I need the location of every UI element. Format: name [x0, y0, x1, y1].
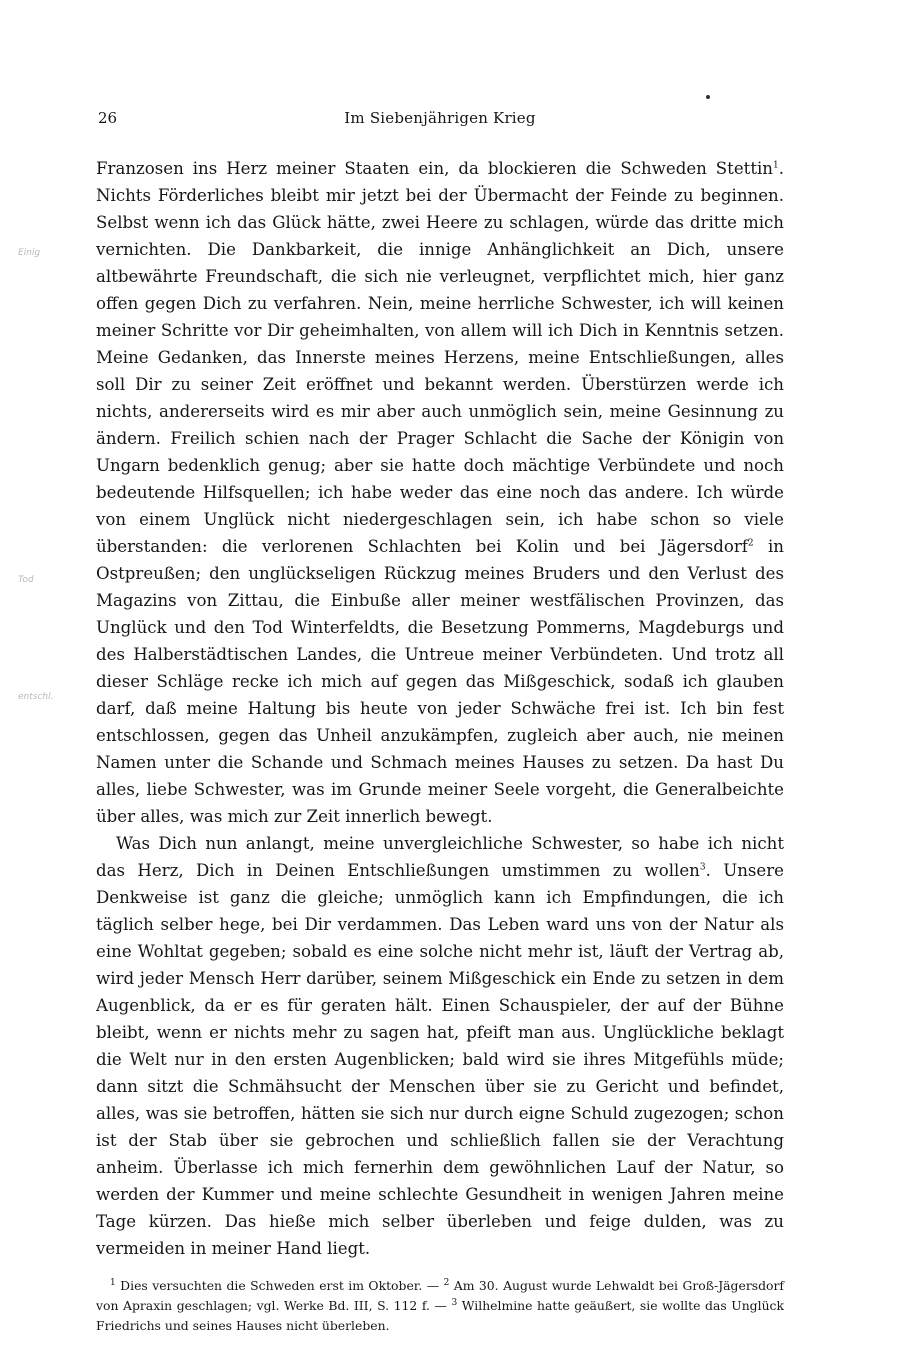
- footnote-1: Dies versuchten die Schweden erst im Oktober. —: [115, 1278, 444, 1293]
- running-title: Im Siebenjährigen Krieg: [344, 109, 536, 127]
- text-run: . Nichts Förderliches bleibt mir jetzt bei der Übermacht der Feinde zu beginnen. Selbst wenn ich das Glück hätte, zwei Heere zu schlagen, würde das dritte mich vernichten. Die Dankbarkeit, die innige Anhänglichkeit an Dich, unsere altbewährte Freundschaft, die sich nie verleugnet, verpflichtet mich, hier ganz offen gegen Dich zu verfahren. Nein, meine herrliche Schwester, ich will keinen meiner Schritte vor Dir geheimhalten, von allem will ich Dich in Kenntnis setzen. Meine Gedanken, das Innerste meines Herzens, meine Entschließungen, alles soll Dir zu seiner Zeit eröffnet und bekannt werden. Überstürzen werde ich nichts, andererseits wird es mir aber auch unmöglich sein, meine Gesinnung zu ändern. Freilich schien nach der Prager Schlacht die Sache der Königin von Ungarn bedenklich genug; aber sie hatte doch mächtige Verbündete und noch bedeutende Hilfsquellen; ich habe weder das eine noch das andere. Ich würde von einem Unglück nicht niedergeschlagen sein, ich habe schon so viele überstanden: die verlorenen Schlachten bei Kolin und bei Jägersdorf: [96, 159, 784, 556]
- footnote-mark-1: 1: [110, 1277, 116, 1288]
- footnote-ref-1: 1: [772, 160, 779, 171]
- ink-dot: [706, 95, 710, 99]
- footnote-3: Wilhelmine hatte geäußert, sie wollte das Unglück Friedrichs und seines Hauses nicht überleben.: [96, 1298, 785, 1333]
- footnotes: [96, 1276, 784, 1336]
- footnote-text: [96, 1276, 784, 1336]
- margin-note-2: Tod: [18, 575, 34, 585]
- body-text: [96, 155, 784, 1262]
- page-number: 26: [98, 109, 118, 127]
- text-run: Franzosen ins Herz meiner Staaten ein, da blockieren die Schweden Stettin: [96, 159, 773, 178]
- footnote-ref-2: 2: [747, 538, 754, 549]
- text-run: Was Dich nun anlangt, meine unvergleichliche Schwester, so habe ich nicht das Herz, Dich in Deinen Entschließungen umstimmen zu wollen: [96, 834, 784, 880]
- text-run: . Unsere Denkweise ist ganz die gleiche; unmöglich kann ich Empfindungen, die ich täglich selber hege, bei Dir verdammen. Das Leben ward uns von der Natur als eine Wohltat gegeben; sobald es eine solche nicht mehr ist, läuft der Vertrag ab, wird jeder Mensch Herr darüber, seinem Mißgeschick ein Ende zu setzen in dem Augenblick, da er es für geraten hält. Einen Schauspieler, der auf der Bühne bleibt, wenn er nichts mehr zu sagen hat, pfeift man aus. Unglückliche beklagt die Welt nur in den ersten Augenblicken; bald wird sie ihres Mitgefühls müde; dann sitzt die Schmähsucht der Menschen über sie zu Gericht und befindet, alles, was sie betroffen, hätten sie sich nur durch eigne Schuld zugezogen; schon ist der Stab über sie gebrochen und schließlich fallen sie der Verachtung anheim. Überlasse ich mich fernerhin dem gewöhnlichen Lauf der Natur, so werden der Kummer und meine schlechte Gesundheit in wenigen Jahren meine Tage kürzen. Das hieße mich selber überleben und feige dulden, was zu vermeiden in meiner Hand liegt.: [96, 861, 784, 1258]
- margin-note-1: Einig: [18, 248, 41, 258]
- footnote-mark-2: 2: [443, 1277, 450, 1288]
- margin-note-3: entschl.: [18, 692, 54, 702]
- footnote-mark-3: 3: [451, 1297, 458, 1308]
- book-page: [96, 105, 784, 1336]
- paragraph-2: [96, 830, 784, 1262]
- footnote-ref-3: 3: [699, 862, 706, 873]
- paragraph-1: [96, 155, 784, 830]
- page-header: [96, 105, 784, 135]
- footnote-2: Am 30. August wurde Lehwaldt bei Groß-Jägersdorf von Apraxin geschlagen; vgl. Werke Bd. III, S. 112 f. —: [96, 1278, 784, 1313]
- text-run: in Ostpreußen; den unglückseligen Rückzug meines Bruders und den Verlust des Magazins von Zittau, die Einbuße aller meiner westfälischen Provinzen, das Unglück und den Tod Winterfeldts, die Besetzung Pommerns, Magdeburgs und des Halberstädtischen Landes, die Untreue meiner Verbündeten. Und trotz all dieser Schläge recke ich mich auf gegen das Mißgeschick, sodaß ich glauben darf, daß meine Haltung bis heute von jeder Schwäche frei ist. Ich bin fest entschlossen, gegen das Unheil anzukämpfen, zugleich aber auch, nie meinen Namen unter die Schande und Schmach meines Hauses zu setzen. Da hast Du alles, liebe Schwester, was im Grunde meiner Seele vorgeht, die Generalbeichte über alles, was mich zur Zeit innerlich bewegt.: [96, 537, 784, 826]
